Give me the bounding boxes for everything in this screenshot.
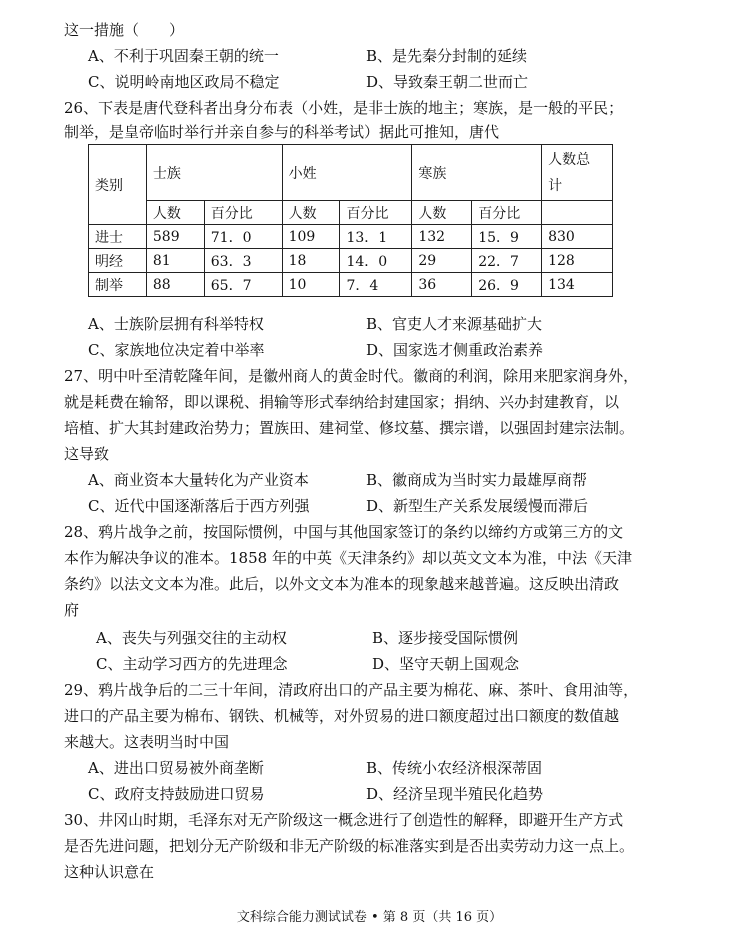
- table-cell: 65．7: [204, 273, 282, 297]
- option-a: A、不利于巩固秦王朝的统一: [88, 47, 279, 65]
- option-c: C、说明岭南地区政局不稳定: [88, 73, 280, 91]
- question-27-stem-line-3: 培植、扩大其封建政治势力；置族田、建祠堂、修坟墓、撰宗谱，以强固封建宗法制。: [64, 419, 635, 437]
- table-cell: 22．7: [472, 249, 542, 273]
- table-cell: 29: [412, 249, 472, 273]
- table-total-header: 人数总计: [542, 145, 613, 201]
- table-group-header: 小姓: [282, 145, 412, 201]
- option-d: D、国家选才侧重政治素养: [366, 341, 544, 359]
- table-sub-header: 百分比: [204, 201, 282, 225]
- option-c: C、近代中国逐渐落后于西方列强: [88, 497, 310, 515]
- table-row: [89, 273, 613, 297]
- question-27-stem-line-2: 就是耗费在输帑，即以课税、捐输等形式奉纳给封建国家；捐纳、兴办封建教育，以: [64, 393, 620, 411]
- exam-candidates-table: [88, 144, 613, 297]
- option-b: B、传统小农经济根深蒂固: [366, 759, 543, 777]
- page-footer: 文科综合能力测试试卷 • 第 8 页（共 16 页）: [236, 910, 503, 925]
- table-cell: 134: [542, 273, 613, 297]
- question-30-stem-line-2: 是否先进问题，把划分无产阶级和非无产阶级的标准落实到是否出卖劳动力这一点上。: [64, 837, 635, 855]
- option-a: A、士族阶层拥有科举特权: [88, 315, 264, 333]
- question-28-stem-line-4: 府: [64, 601, 80, 619]
- table-sub-header: 人数: [146, 201, 204, 225]
- table-cell: 109: [282, 225, 340, 249]
- table-row: [89, 249, 613, 273]
- question-28-stem-line-2: 本作为解决争议的准本。1858 年的中英《天津条约》却以英文文本为准，中法《天津: [64, 549, 632, 567]
- table-cell: 10: [282, 273, 340, 297]
- option-b: B、官吏人才来源基础扩大: [366, 315, 543, 333]
- question-29-stem-line-3: 来越大。这表明当时中国: [64, 733, 230, 751]
- question-29-stem-line-2: 进口的产品主要为棉布、钢铁、机械等，对外贸易的进口额度超过出口额度的数值越: [64, 707, 620, 725]
- question-26-stem-line-1: 26、下表是唐代登科者出身分布表（小姓，是非士族的地主；寒族，是一般的平民；: [64, 99, 624, 117]
- table-row-label: 制举: [89, 273, 147, 297]
- option-c: C、主动学习西方的先进理念: [96, 655, 288, 673]
- table-row-header: 类别: [89, 145, 147, 225]
- option-a: A、进出口贸易被外商垄断: [88, 759, 264, 777]
- table-sub-header: 百分比: [340, 201, 412, 225]
- table-cell: 132: [412, 225, 472, 249]
- table-cell: 18: [282, 249, 340, 273]
- table-row-label: 明经: [89, 249, 147, 273]
- question-27-stem-line-4: 这导致: [64, 445, 110, 463]
- option-a: A、丧失与列强交往的主动权: [96, 629, 287, 647]
- table-cell: 13．1: [340, 225, 412, 249]
- question-28-stem-line-3: 条约》以法文文本为准。此后，以外文文本为准本的现象越来越普遍。这反映出清政: [64, 575, 620, 593]
- table-cell: 88: [146, 273, 204, 297]
- option-d: D、经济呈现半殖民化趋势: [366, 785, 544, 803]
- table-cell: 26．9: [472, 273, 542, 297]
- table-cell: 14．0: [340, 249, 412, 273]
- question-27-stem-line-1: 27、明中叶至清乾隆年间，是徽州商人的黄金时代。徽商的利润，除用来肥家润身外，: [64, 367, 639, 385]
- table-sub-header: 百分比: [472, 201, 542, 225]
- table-cell: 128: [542, 249, 613, 273]
- table-empty-cell: [542, 201, 613, 225]
- table-group-header: 士族: [146, 145, 282, 201]
- table-cell: 15．9: [472, 225, 542, 249]
- option-b: B、徽商成为当时实力最雄厚商帮: [366, 471, 588, 489]
- table-group-header: 寒族: [412, 145, 542, 201]
- question-29-stem-line-1: 29、鸦片战争后的二三十年间，清政府出口的产品主要为棉花、麻、茶叶、食用油等，: [64, 681, 639, 699]
- option-d: D、新型生产关系发展缓慢而滞后: [366, 497, 589, 515]
- question-30-stem-line-1: 30、井冈山时期，毛泽东对无产阶级这一概念进行了创造性的解释，即避开生产方式: [64, 811, 624, 829]
- table-cell: 81: [146, 249, 204, 273]
- table-sub-header: 人数: [282, 201, 340, 225]
- option-b: B、逐步接受国际惯例: [372, 629, 519, 647]
- option-a: A、商业资本大量转化为产业资本: [88, 471, 309, 489]
- table-cell: 71．0: [204, 225, 282, 249]
- option-d: D、坚守天朝上国观念: [372, 655, 520, 673]
- table-cell: 7．4: [340, 273, 412, 297]
- question-28-stem-line-1: 28、鸦片战争之前，按国际惯例，中国与其他国家签订的条约以缔约方或第三方的文: [64, 523, 624, 541]
- option-c: C、政府支持鼓励进口贸易: [88, 785, 265, 803]
- option-d: D、导致秦王朝二世而亡: [366, 73, 529, 91]
- question-26-stem-line-2: 制举，是皇帝临时举行并亲自参与的科举考试）据此可推知，唐代: [64, 123, 500, 141]
- table-row: [89, 225, 613, 249]
- table-cell: 830: [542, 225, 613, 249]
- table-cell: 63．3: [204, 249, 282, 273]
- question-stem-line: 这一措施（ ）: [64, 21, 185, 39]
- table-cell: 36: [412, 273, 472, 297]
- option-c: C、家族地位决定着中举率: [88, 341, 265, 359]
- option-b: B、是先秦分封制的延续: [366, 47, 528, 65]
- table-cell: 589: [146, 225, 204, 249]
- table-sub-header: 人数: [412, 201, 472, 225]
- table-row-label: 进士: [89, 225, 147, 249]
- question-30-stem-line-3: 这种认识意在: [64, 863, 155, 881]
